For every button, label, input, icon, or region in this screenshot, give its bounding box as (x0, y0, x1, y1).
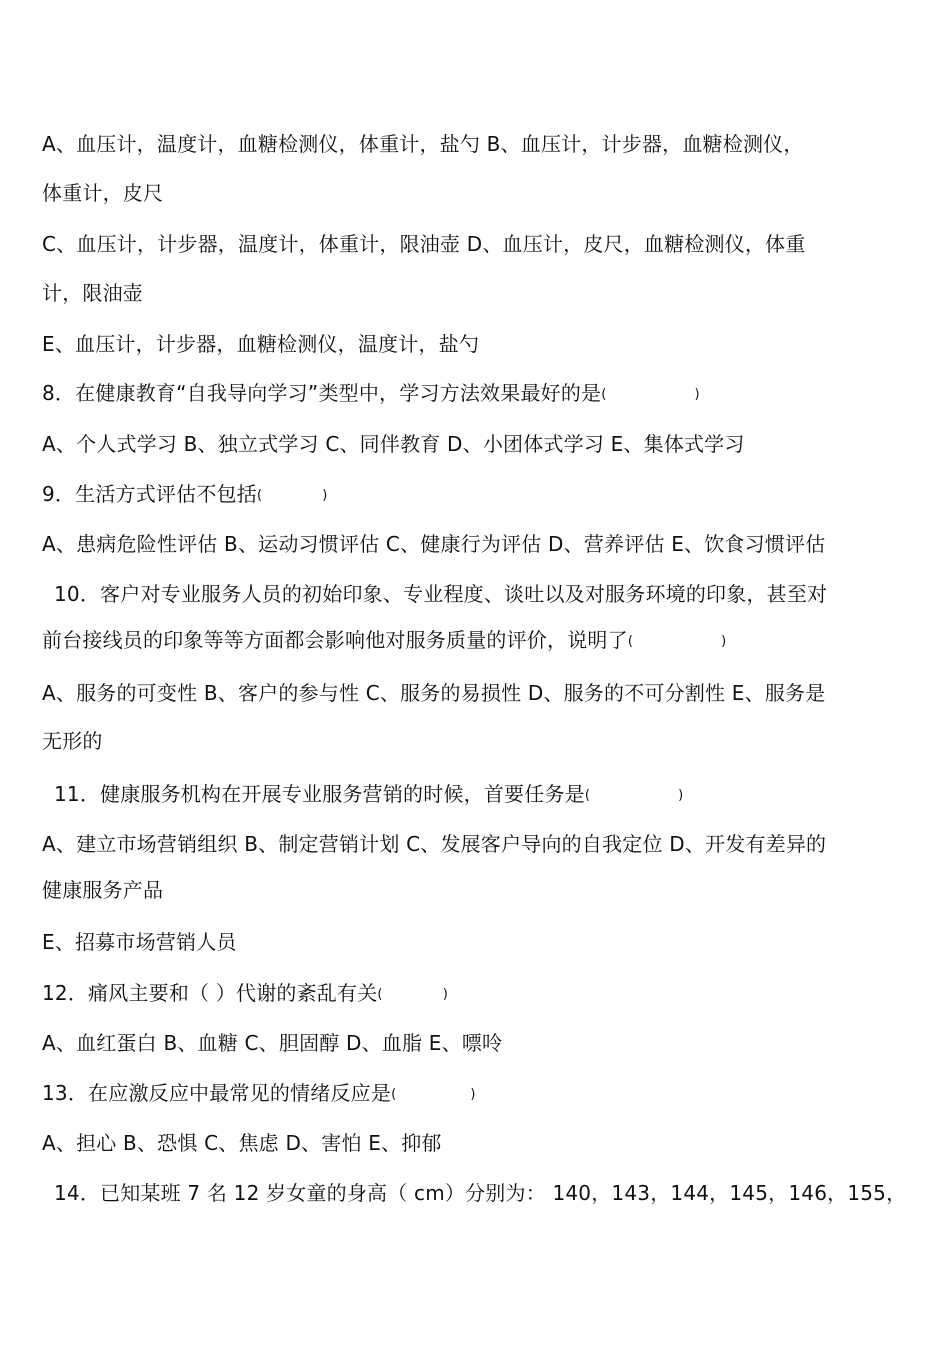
q8-stem: 8．在健康教育“自我导向学习”类型中，学习方法效果最好的是 (42, 381, 602, 405)
q10-options-line-2: 无形的 (42, 729, 103, 753)
q13-stem: 13．在应激反应中最常见的情绪反应是 (42, 1081, 392, 1105)
q7-option-line-3: C、血压计，计步器，温度计，体重计，限油壶 D、血压计，皮尺，血糖检测仪，体重 (42, 232, 806, 256)
q11-options-line-2: 健康服务产品 (42, 878, 164, 902)
q13-paren-open: ( (391, 1086, 397, 1102)
q9-stem: 9．生活方式评估不包括 (42, 482, 257, 506)
q12-options: A、血红蛋白 B、血糖 C、胆固醇 D、血脂 E、嘌呤 (42, 1031, 503, 1055)
q9-question (42, 482, 328, 508)
q8-options: A、个人式学习 B、独立式学习 C、同伴教育 D、小团体式学习 E、集体式学习 (42, 432, 745, 456)
q11-question (54, 782, 683, 808)
q12-question (42, 981, 448, 1007)
q12-paren-open: ( (377, 986, 383, 1002)
q11-stem: 11．健康服务机构在开展专业服务营销的时候，首要任务是 (54, 782, 585, 806)
q11-options-line-1: A、建立市场营销组织 B、制定营销计划 C、发展客户导向的自我定位 D、开发有差异的 (42, 832, 827, 856)
q10-paren-open: ( (627, 633, 634, 649)
q7-option-line-5: E、血压计，计步器，血糖检测仪，温度计，盐勺 (42, 332, 480, 356)
q13-question (42, 1081, 476, 1107)
q9-paren-close: ) (322, 487, 328, 503)
q10-paren-close: ) (721, 633, 727, 649)
q12-stem: 12．痛风主要和（ ）代谢的紊乱有关 (42, 981, 378, 1005)
q8-question (42, 381, 700, 407)
q10-question (42, 628, 726, 654)
q11-paren-close: ) (678, 787, 684, 803)
q11-options-line-3: E、招募市场营销人员 (42, 930, 237, 954)
q8-paren-close: ) (694, 386, 700, 402)
q8-paren-open: ( (601, 386, 607, 402)
q7-option-line-4: 计，限油壶 (42, 281, 143, 305)
q9-paren-open: ( (256, 487, 263, 503)
q7-option-line-2: 体重计，皮尺 (42, 181, 164, 205)
q14-stem: 14．已知某班 7 名 12 岁女童的身高（ cm）分别为： 140，143，144，145，146，155， (54, 1181, 907, 1205)
q12-paren-close: ) (442, 986, 448, 1002)
q13-options: A、担心 B、恐惧 C、焦虑 D、害怕 E、抑郁 (42, 1131, 442, 1155)
q13-paren-close: ) (470, 1086, 476, 1102)
q10-stem-line-1: 10．客户对专业服务人员的初始印象、专业程度、谈吐以及对服务环境的印象，甚至对 (54, 582, 828, 606)
q10-stem-line-2: 前台接线员的印象等等方面都会影响他对服务质量的评价，说明了 (42, 628, 628, 652)
q9-options: A、患病危险性评估 B、运动习惯评估 C、健康行为评估 D、营养评估 E、饮食习惯评估 (42, 532, 826, 556)
q11-paren-open: ( (584, 787, 591, 803)
q7-option-line-1: A、血压计，温度计，血糖检测仪，体重计，盐勺 B、血压计，计步器，血糖检测仪， (42, 132, 804, 156)
q10-options-line-1: A、服务的可变性 B、客户的参与性 C、服务的易损性 D、服务的不可分割性 E、服务是 (42, 681, 826, 705)
